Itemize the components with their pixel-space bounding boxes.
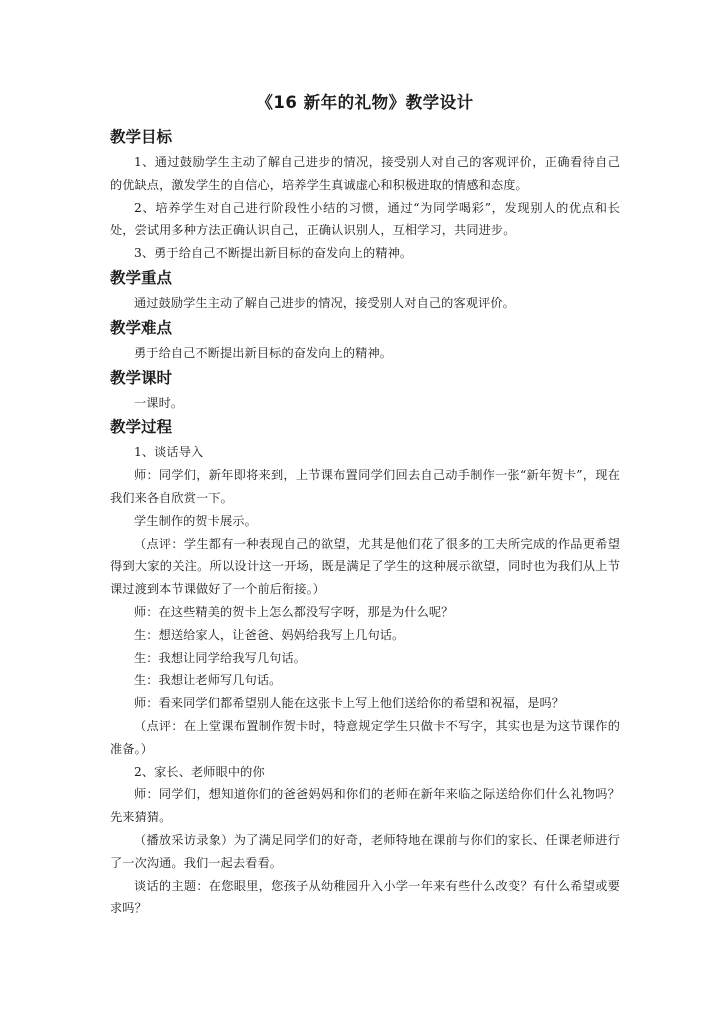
section-heading: 教学目标 [110,128,173,146]
paragraph: 生：想送给家人，让爸爸、妈妈给我写上几句话。 [134,627,405,642]
document-page [110,88,620,920]
paragraph: 一课时。 [134,395,184,410]
section-heading: 教学课时 [110,368,173,387]
paragraph: 1、谈话导入 [134,445,204,460]
section-heading: 教学难点 [110,318,173,337]
section-difficulties [110,315,620,365]
paragraph: （播放采访录象）为了满足同学们的好奇，老师特地在课前与你们的家长、任课老师进行了一次沟通。我们一起去看看。 [110,832,620,870]
section-key-points [110,265,620,315]
paragraph: 3、勇于给自己不断提出新目标的奋发向上的精神。 [134,246,413,261]
paragraph: 通过鼓励学生主动了解自己进步的情况，接受别人对自己的客观评价。 [134,295,515,310]
paragraph: （点评：学生都有一种表现自己的欲望，尤其是他们花了很多的工夫所完成的作品更希望得到大家的关注。所以设计这一开场，既是满足了学生的这种展示欲望，同时也为我们从上节课过渡到本节课做好了一个前后衔接。） [110,536,620,597]
section-process [110,414,620,920]
paragraph: 谈话的主题：在您眼里，您孩子从幼稚园升入小学一年来有些什么改变？有什么希望或要求吗？ [110,878,620,916]
paragraph: 2、家长、老师眼中的你 [134,764,265,779]
paragraph: 2、培养学生对自己进行阶段性小结的习惯，通过“为同学喝彩”，发现别人的优点和长处，尝试用多种方法正确认识自己，正确认识别人，互相学习，共同进步。 [110,200,620,238]
section-class-hours [110,365,620,415]
paragraph: 师：看来同学们都希望别人能在这张卡上写上他们送给你的希望和祝福，是吗？ [134,696,565,711]
paragraph: 生：我想让老师写几句话。 [134,673,282,688]
paragraph: 生：我想让同学给我写几句话。 [134,650,307,665]
section-objectives [110,124,620,265]
paragraph: 师：同学们，想知道你们的爸爸妈妈和你们的老师在新年来临之际送给你们什么礼物吗？先来猜猜。 [110,787,620,825]
paragraph: 师：同学们，新年即将来到，上节课布置同学们回去自己动手制作一张“新年贺卡”，现在我们来各自欣赏一下。 [110,468,620,505]
paragraph: 勇于给自己不断提出新目标的奋发向上的精神。 [134,345,393,360]
paragraph: （点评：在上堂课布置制作贺卡时，特意规定学生只做卡不写字，其实也是为这节课作的准备。） [110,718,620,756]
document-title: 《16 新年的礼物》教学设计 [256,93,474,112]
section-heading: 教学过程 [110,418,173,437]
paragraph: 师：在这些精美的贺卡上怎么都没写字呀，那是为什么呢？ [134,604,454,619]
paragraph: 学生制作的贺卡展示。 [134,513,257,528]
section-heading: 教学重点 [110,268,173,287]
paragraph: 1、通过鼓励学生主动了解自己进步的情况，接受别人对自己的客观评价，正确看待自己的优缺点，激发学生的自信心，培养学生真诚虚心和积极进取的情感和态度。 [110,155,620,192]
